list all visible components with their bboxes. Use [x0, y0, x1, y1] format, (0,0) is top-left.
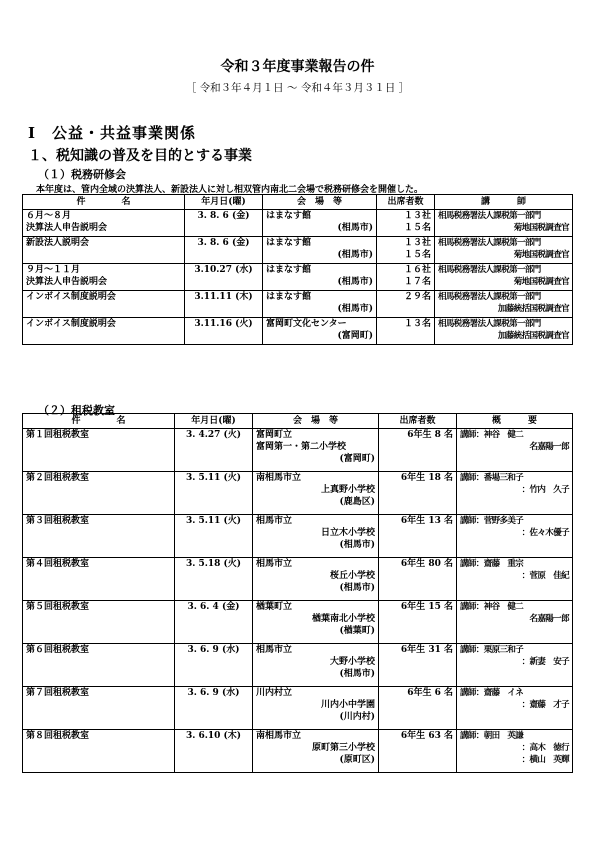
class-venue: 富岡町立 富岡第一・第二小学校 (富岡町)	[253, 429, 379, 472]
class-lecturers: 講師：神谷 健二 名嘉陽一郎	[457, 429, 573, 472]
class-date: 3. 5.18 (火)	[175, 558, 253, 601]
header-lecturer: 講 師	[435, 195, 573, 210]
fiscal-period: ［ 令和３年４月１日 ～ 令和４年３月３１日 ］	[185, 82, 410, 94]
table-row	[23, 687, 573, 730]
class-attendance: 6年生 80 名	[379, 558, 457, 601]
class-venue: 相馬市立 大野小学校 (相馬市)	[253, 644, 379, 687]
event-name: インボイス制度説明会	[23, 318, 185, 345]
class-attendance: 6年生 13 名	[379, 515, 457, 558]
class-date: 3. 5.11 (火)	[175, 472, 253, 515]
event-date: 3.11.11 (木)	[185, 291, 263, 318]
header-attendance: 出席者数	[377, 195, 435, 210]
header-venue: 会 場 等	[253, 414, 379, 429]
event-date: 3. 8. 6 (金)	[185, 237, 263, 264]
table-header-row	[23, 414, 573, 429]
class-attendance: 6年生 18 名	[379, 472, 457, 515]
class-attendance: 6年生 15 名	[379, 601, 457, 644]
table-row	[23, 429, 573, 472]
header-venue: 会 場 等	[263, 195, 377, 210]
class-date: 3. 6. 9 (水)	[175, 687, 253, 730]
event-attendance: １６社 １７名	[377, 264, 435, 291]
class-attendance: 6年生 8 名	[379, 429, 457, 472]
tax-class-table	[22, 413, 573, 773]
table-row	[23, 210, 573, 237]
event-attendance: １３名	[377, 318, 435, 345]
table-row	[23, 644, 573, 687]
event-venue: はまなす館 (相馬市)	[263, 210, 377, 237]
class-name: 第５回租税教室	[23, 601, 175, 644]
class-venue: 南相馬市立 原町第三小学校 (原町区)	[253, 730, 379, 773]
table-row	[23, 291, 573, 318]
table-row	[23, 318, 573, 345]
header-attendance: 出席者数	[379, 414, 457, 429]
class-date: 3. 6.10 (木)	[175, 730, 253, 773]
class-attendance: 6年生 31 名	[379, 644, 457, 687]
event-attendance: １３社 １５名	[377, 237, 435, 264]
header-name: 件 名	[23, 414, 175, 429]
header-summary: 概 要	[457, 414, 573, 429]
event-venue: はまなす館 (相馬市)	[263, 264, 377, 291]
table-row	[23, 472, 573, 515]
header-name: 件 名	[23, 195, 185, 210]
event-date: 3.11.16 (火)	[185, 318, 263, 345]
class-venue: 相馬市立 日立木小学校 (相馬市)	[253, 515, 379, 558]
class-name: 第７回租税教室	[23, 687, 175, 730]
section-heading: Ⅰ 公益・共益事業関係	[28, 124, 197, 142]
tax-class-heading: （２）租税教室	[38, 404, 115, 417]
class-name: 第６回租税教室	[23, 644, 175, 687]
class-lecturers: 講師：齋藤 重宗 ：菅原 佳紀	[457, 558, 573, 601]
class-lecturers: 講師：朝田 英謙 ：高木 徳行 ：横山 英輝	[457, 730, 573, 773]
class-attendance: 6年生 6 名	[379, 687, 457, 730]
table-row	[23, 515, 573, 558]
class-date: 3. 4.27 (火)	[175, 429, 253, 472]
event-name: インボイス制度説明会	[23, 291, 185, 318]
event-attendance: １３社 １５名	[377, 210, 435, 237]
event-venue: はまなす館 (相馬市)	[263, 237, 377, 264]
event-lecturer: 相馬税務署法人課税第一部門 加藤統括国税調査官	[435, 318, 573, 345]
class-lecturers: 講師：栗原三和子 ：新妻 安子	[457, 644, 573, 687]
class-lecturers: 講師：齋藤 イネ ：齋藤 才子	[457, 687, 573, 730]
event-name: ６月～８月 決算法人申告説明会	[23, 210, 185, 237]
class-date: 3. 6. 4 (金)	[175, 601, 253, 644]
class-venue: 川内村立 川内小中学園 (川内村)	[253, 687, 379, 730]
event-lecturer: 相馬税務署法人課税第一部門 加藤統括国税調査官	[435, 291, 573, 318]
document-title: 令和３年度事業報告の件	[220, 59, 375, 75]
event-name: 新設法人説明会	[23, 237, 185, 264]
event-lecturer: 相馬税務署法人課税第一部門 菊地国税調査官	[435, 264, 573, 291]
subsection-heading: １、税知識の普及を目的とする事業	[28, 148, 252, 164]
header-date: 年月日(曜)	[175, 414, 253, 429]
event-venue: はまなす館 (相馬市)	[263, 291, 377, 318]
header-date: 年月日(曜)	[185, 195, 263, 210]
table-row	[23, 264, 573, 291]
event-lecturer: 相馬税務署法人課税第一部門 菊地国税調査官	[435, 237, 573, 264]
class-venue: 相馬市立 桜丘小学校 (相馬市)	[253, 558, 379, 601]
class-attendance: 6年生 63 名	[379, 730, 457, 773]
class-name: 第４回租税教室	[23, 558, 175, 601]
event-venue: 富岡町文化センター (富岡町)	[263, 318, 377, 345]
class-lecturers: 講師：神谷 健二 名嘉陽一郎	[457, 601, 573, 644]
table-row	[23, 237, 573, 264]
event-name: ９月～１１月 決算法人申告説明会	[23, 264, 185, 291]
class-name: 第８回租税教室	[23, 730, 175, 773]
event-attendance: ２９名	[377, 291, 435, 318]
class-name: 第２回租税教室	[23, 472, 175, 515]
class-lecturers: 講師：菅野多美子 ：佐々木優子	[457, 515, 573, 558]
table-row	[23, 558, 573, 601]
event-date: 3.10.27 (水)	[185, 264, 263, 291]
table-header-row	[23, 195, 573, 210]
class-name: 第１回租税教室	[23, 429, 175, 472]
event-date: 3. 8. 6 (金)	[185, 210, 263, 237]
class-lecturers: 講師：番場三和子 ：竹内 久子	[457, 472, 573, 515]
table-row	[23, 730, 573, 773]
tax-seminar-intro: 本年度は、管内全域の決算法人、新設法人に対し相双管内南北二会場で税務研修会を開催した。	[36, 185, 424, 195]
class-venue: 楢葉町立 楢葉南北小学校 (楢葉町)	[253, 601, 379, 644]
tax-seminar-heading: （１）税務研修会	[38, 168, 126, 181]
tax-seminar-table	[22, 194, 573, 345]
table-row	[23, 601, 573, 644]
class-date: 3. 6. 9 (水)	[175, 644, 253, 687]
class-date: 3. 5.11 (火)	[175, 515, 253, 558]
class-venue: 南相馬市立 上真野小学校 (鹿島区)	[253, 472, 379, 515]
event-lecturer: 相馬税務署法人課税第一部門 菊地国税調査官	[435, 210, 573, 237]
class-name: 第３回租税教室	[23, 515, 175, 558]
